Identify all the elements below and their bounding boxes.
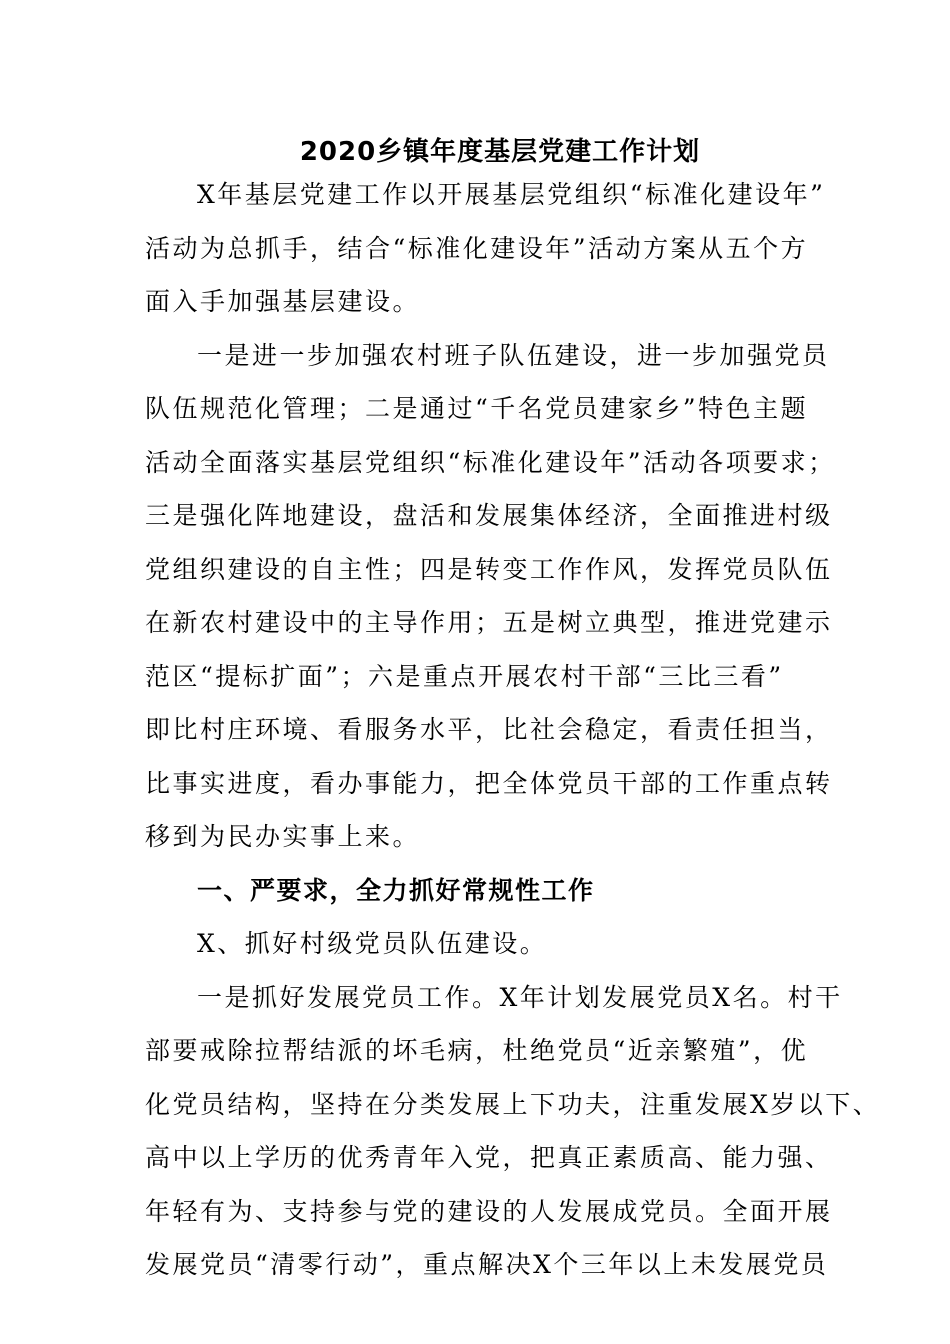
paragraph-line: 一是进一步加强农村班子队伍建设，进一步加强党员: [197, 340, 830, 370]
subsection-heading: X、抓好村级党员队伍建设。: [197, 929, 548, 958]
paragraph-line: 范区“提标扩面”；六是重点开展农村干部“三比三看”: [145, 661, 784, 691]
document-body: [145, 168, 881, 1292]
paragraph-line: 高中以上学历的优秀青年入党，把真正素质高、能力强、: [145, 1143, 833, 1172]
paragraph-line: 一是抓好发展党员工作。X年计划发展党员X名。村干: [197, 982, 843, 1012]
paragraph-line: 部要戒除拉帮结派的坏毛病，杜绝党员“近亲繁殖”，优: [145, 1036, 809, 1065]
paragraph-line: 活动为总抓手，结合“标准化建设年”活动方案从五个方: [145, 233, 809, 263]
paragraph-line: 发展党员“清零行动”，重点解决X个三年以上未发展党员: [145, 1250, 829, 1279]
paragraph-line: 化党员结构，坚持在分类发展上下功夫，注重发展X岁以下、: [145, 1089, 881, 1119]
paragraph-line: 活动全面落实基层党组织“标准化建设年”活动各项要求；: [145, 447, 836, 477]
paragraph-line: 党组织建设的自主性；四是转变工作作风，发挥党员队伍: [145, 554, 833, 584]
paragraph-line: X年基层党建工作以开展基层党组织“标准化建设年”: [197, 180, 826, 209]
paragraph-line: 面入手加强基层建设。: [145, 287, 421, 316]
section-heading: 一、严要求，全力抓好常规性工作: [197, 875, 595, 905]
paragraph-line: 比事实进度，看办事能力，把全体党员干部的工作重点转: [145, 768, 833, 798]
paragraph-line: 年轻有为、支持参与党的建设的人发展成党员。全面开展: [145, 1196, 833, 1226]
paragraph-line: 移到为民办实事上来。: [145, 822, 421, 851]
paragraph-line: 队伍规范化管理；二是通过“千名党员建家乡”特色主题: [145, 394, 809, 423]
paragraph-line: 在新农村建设中的主导作用；五是树立典型，推进党建示: [145, 608, 833, 637]
paragraph-line: 三是强化阵地建设，盘活和发展集体经济，全面推进村级: [145, 501, 833, 530]
paragraph-line: 即比村庄环境、看服务水平，比社会稳定，看责任担当，: [145, 715, 833, 744]
document-title: 2020乡镇年度基层党建工作计划: [299, 137, 701, 167]
